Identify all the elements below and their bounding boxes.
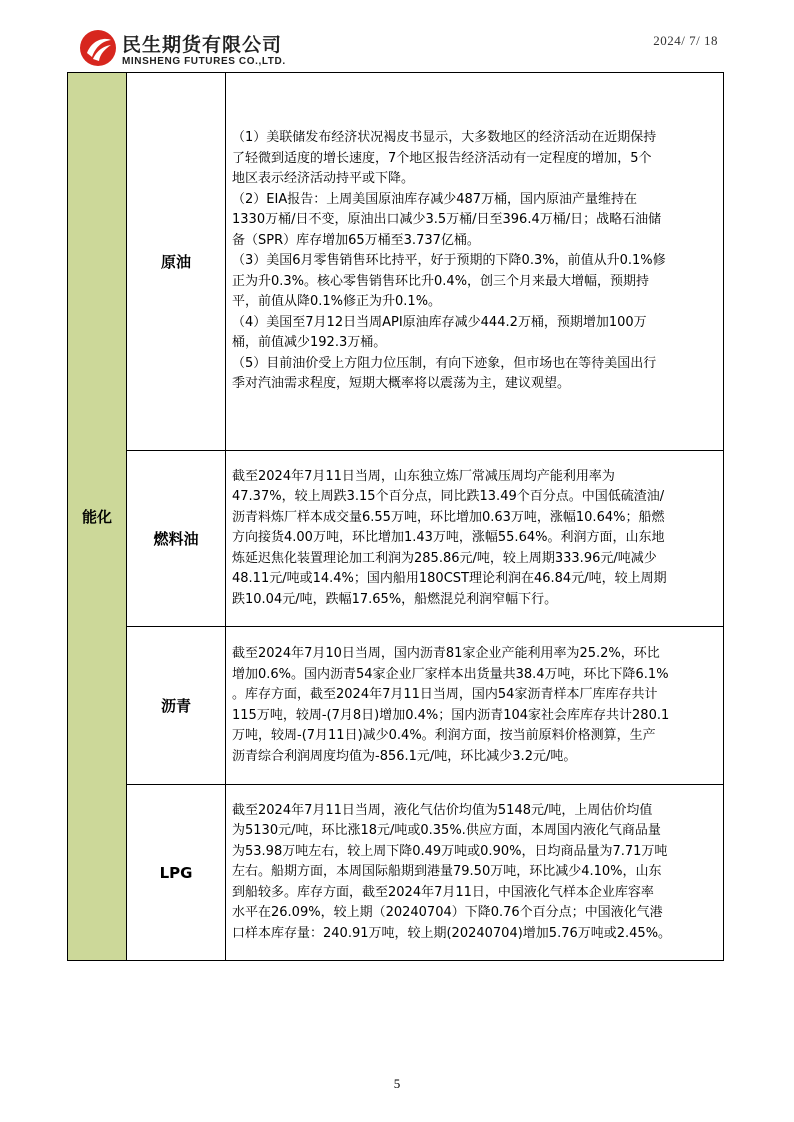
- table-row-crude-oil: [68, 73, 724, 451]
- content-line: 为53.98万吨左右，较上周下降0.49万吨或0.90%，日均商品量为7.71万吨: [232, 843, 668, 859]
- company-name-cn: 民生期货有限公司: [122, 34, 283, 56]
- content-line: （1）美联储发布经济状况褐皮书显示，大多数地区的经济活动在近期保持: [232, 130, 657, 146]
- content-line: 炼延迟焦化装置理论加工利润为285.86元/吨，较上周期333.96元/吨减少: [232, 550, 657, 566]
- content-cell-lpg: [226, 785, 724, 961]
- content-line: 增加0.6%。国内沥青54家企业厂家样本出货量共38.4万吨，环比下降6.1%: [232, 666, 669, 682]
- product-label-fuel-oil: 燃料油: [153, 530, 199, 548]
- sector-cell: [68, 73, 127, 961]
- content-line: （5）目前油价受上方阻力位压制，有向下迹象，但市场也在等待美国出行: [232, 355, 657, 371]
- content-line: 正为升0.3%。核心零售销售环比升0.4%，创三个月来最大增幅，预期持: [232, 273, 650, 289]
- product-cell: [127, 785, 226, 961]
- content-line: 平，前值从降0.1%修正为升0.1%。: [232, 294, 442, 310]
- content-line: 桶，前值减少192.3万桶。: [232, 335, 387, 351]
- content-cell-fuel-oil: [226, 451, 724, 627]
- content-line: 115万吨，较周-(7月8日)增加0.4%；国内沥青104家社会库库存共计280.1: [232, 707, 670, 723]
- content-line: 到船较多。库存方面，截至2024年7月11日，中国液化气样本企业库容率: [232, 884, 654, 900]
- content-line: 截至2024年7月11日当周，液化气估价均值为5148元/吨，上周估价均值: [232, 802, 653, 818]
- content-line: 。库存方面，截至2024年7月11日当周，国内54家沥青样本厂库库存共计: [232, 687, 658, 702]
- content-line: 季对汽油需求程度，短期大概率将以震荡为主，建议观望。: [232, 376, 571, 392]
- content-line: 水平在26.09%，较上期（20240704）下降0.76个百分点；中国液化气港: [232, 905, 663, 921]
- content-line: （2）EIA报告：上周美国原油库存减少487万桶，国内原油产量维持在: [232, 191, 638, 207]
- product-cell: [127, 73, 226, 451]
- content-line: 口样本库存量：240.91万吨，较上期(20240704)增加5.76万吨或2.45%。: [232, 925, 672, 941]
- commodity-table: [67, 72, 724, 961]
- content-line: 跌10.04元/吨，跌幅17.65%，船燃混兑利润窄幅下行。: [232, 591, 558, 607]
- content-cell-crude-oil: [226, 73, 724, 451]
- product-cell: [127, 627, 226, 785]
- product-label-lpg: LPG: [159, 864, 193, 882]
- table-row-asphalt: [68, 627, 724, 785]
- content-line: （4）美国至7月12日当周API原油库存减少444.2万桶，预期增加100万: [232, 314, 647, 330]
- content-line: 了轻微到适度的增长速度，7个地区报告经济活动有一定程度的增加，5个: [232, 150, 652, 166]
- content-line: 方向接货4.00万吨，环比增加1.43万吨，涨幅55.64%。利润方面，山东地: [232, 530, 665, 546]
- content-line: 沥青料炼厂样本成交量6.55万吨，环比增加0.63万吨，涨幅10.64%；船燃: [232, 509, 665, 525]
- content-line: 备（SPR）库存增加65万桶至3.737亿桶。: [232, 232, 480, 248]
- product-cell: [127, 451, 226, 627]
- content-line: 截至2024年7月11日当周，山东独立炼厂常减压周均产能利用率为: [232, 468, 615, 484]
- table-row-lpg: [68, 785, 724, 961]
- content-line: 万吨，较周-(7月11日)减少0.4%。利润方面，按当前原料价格测算，生产: [232, 728, 656, 743]
- table-row-fuel-oil: [68, 451, 724, 627]
- content-line: 47.37%，较上周跌3.15个百分点，同比跌13.49个百分点。中国低硫渣油/: [232, 489, 665, 505]
- content-line: 截至2024年7月10日当周，国内沥青81家企业产能利用率为25.2%，环比: [232, 646, 660, 661]
- sector-label: 能化: [81, 508, 112, 526]
- page-number: 5: [393, 1076, 401, 1091]
- content-cell-asphalt: [226, 627, 724, 785]
- content-line: 为5130元/吨，环比涨18元/吨或0.35%.供应方面，本周国内液化气商品量: [232, 823, 661, 839]
- page-header: [0, 0, 794, 72]
- content-line: 沥青综合利润周度均值为-856.1元/吨，环比减少3.2元/吨。: [232, 748, 577, 764]
- product-label-crude-oil: 原油: [160, 253, 191, 271]
- content-line: 左右。船期方面，本周国际船期到港量79.50万吨，环比减少4.10%，山东: [232, 864, 662, 880]
- product-label-asphalt: 沥青: [160, 697, 191, 715]
- company-name-en: MINSHENG FUTURES CO.,LTD.: [122, 56, 286, 67]
- content-line: （3）美国6月零售销售环比持平，好于预期的下降0.3%，前值从升0.1%修: [232, 253, 666, 269]
- content-line: 48.11元/吨或14.4%；国内船用180CST理论利润在46.84元/吨，较上周期: [232, 571, 667, 587]
- company-logo-icon: [78, 28, 118, 68]
- content-line: 地区表示经济活动持平或下降。: [232, 171, 415, 187]
- report-date: 2024/ 7/ 18: [653, 33, 718, 48]
- content-line: 1330万桶/日不变，原油出口减少3.5万桶/日至396.4万桶/日；战略石油储: [232, 212, 662, 228]
